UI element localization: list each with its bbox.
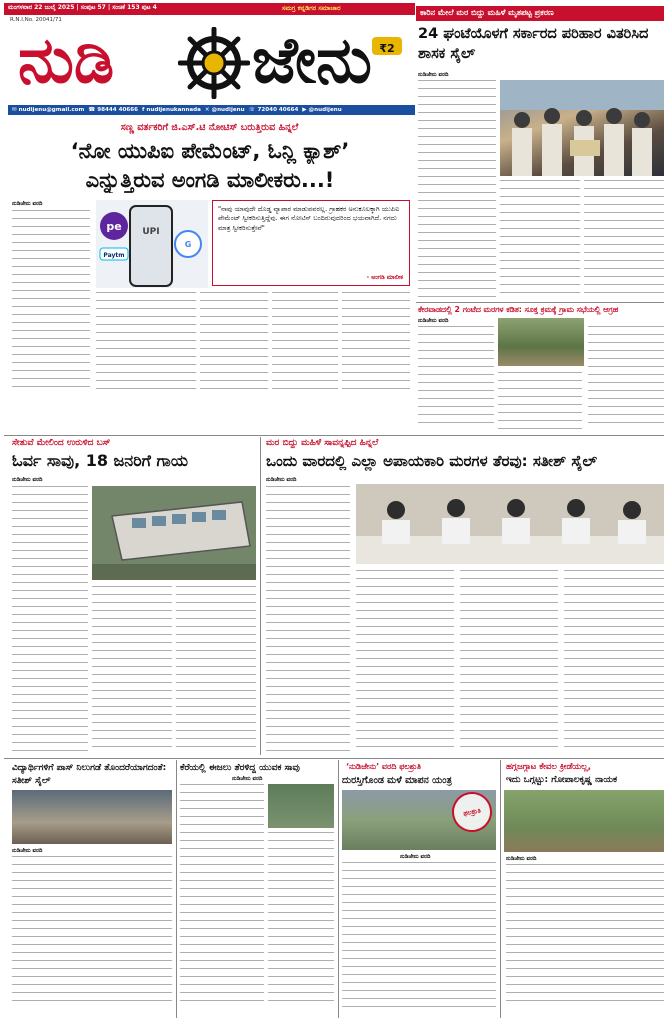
facebook-icon: f	[141, 107, 145, 113]
price-badge	[372, 37, 402, 55]
bottom-3-column	[342, 862, 496, 1008]
trees-column-3	[460, 570, 558, 754]
title-left: ನುಡಿ	[18, 24, 115, 98]
trees-column-1	[266, 486, 350, 754]
bottom-2-column-2	[268, 832, 334, 1008]
upi-phone-image	[96, 200, 208, 288]
divider	[260, 437, 261, 755]
lead-quote: "ನಾವು ಯಾವುದೇ ದೊಡ್ಡ ವ್ಯಾಪಾರ ಮಾಡುವವರಲ್ಲ. ಗ್ರಾಹಕರ ಅನುಕೂಲಕ್ಕಾಗಿ ಯುಪಿಐ ಪೇಮೆಂಟ್ ಸ್ವೀಕರಿಸುತ್ತಿದ್ದೆವು. ಈಗ ನೋಟಿಸ್ ಬಂದಿರುವುದರಿಂದ ಭಯವಾಗಿದೆ. ನಗದು ಮಾತ್ರ ಸ್ವೀಕರಿಸುತ್ತೇವೆ"	[218, 205, 400, 232]
lead-column-4	[272, 292, 338, 394]
right-top-photo	[500, 80, 664, 176]
bus-headline: ಓರ್ವ ಸಾವು, 18 ಜನರಿಗೆ ಗಾಯ	[12, 451, 188, 470]
bottom-1-column	[12, 856, 172, 1008]
tagline: ಸಮಗ್ರ ಕನ್ನಡಿಗರ ಸಮಾಚಾರ	[282, 4, 341, 12]
right-top-column-1	[418, 80, 496, 298]
right-top-headline: 24 ಘಂಟೆಯೊಳಗೆ ಸರ್ಕಾರದ ಪರಿಹಾರ ವಿತರಿಸಿದ ಶಾಸಕ ಸೈಲ್	[418, 26, 649, 62]
right-mid-photo	[498, 318, 584, 366]
contact-phone[interactable]: 98444 40666	[97, 107, 139, 113]
bottom-4-kicker: ಹಗ್ಗಜಗ್ಗಾಟ ಕೇವಲ ಕ್ರೀಡೆಯಲ್ಲ,	[506, 762, 591, 772]
x-icon: ✕	[204, 107, 210, 113]
bottom-2-byline: ನುಡಿಜೇನು ವರದಿ	[232, 776, 263, 782]
bottom-2-headline: ಕೆರೆಯಲ್ಲಿ ಈಜಲು ತೆರಳಿದ್ದ ಯುವಕ ಸಾವು	[180, 763, 300, 773]
divider	[416, 302, 664, 303]
regno: R.N.I.No. 20041/71	[10, 17, 62, 23]
right-mid-column-3	[588, 326, 664, 430]
contact-email[interactable]: nudijenu@gmail.com	[18, 107, 85, 113]
mail-icon: ✉	[12, 107, 17, 113]
lead-column-5	[342, 292, 410, 394]
right-mid-column-1	[418, 326, 494, 430]
lead-column-1	[12, 210, 90, 394]
lead-headline-2: ಎನ್ನುತ್ತಿರುವ ಅಂಗಡಿ ಮಾಲೀಕರು...!	[85, 168, 335, 192]
title-right: ಜೇನು	[252, 24, 372, 98]
bottom-4-byline: ನುಡಿಜೇನು ವರದಿ	[506, 856, 537, 862]
svg-text:G: G	[184, 240, 192, 249]
lead-kicker: ಸಣ್ಣ ವರ್ತಕರಿಗೆ ಜಿ.ಎಸ್‌.ಟಿ ನೋಟಿಸ್ ಬರುತ್ತಿರುವ ಹಿನ್ನಲೆ	[120, 122, 299, 133]
bottom-3-stamp-text: ಫಲಶ್ರುತಿ	[462, 806, 482, 818]
price: ₹2	[379, 42, 395, 55]
bus-column-2	[92, 586, 172, 754]
lead-headline-1: ‘ನೋ ಯುಪಿಐ ಪೇಮೆಂಟ್, ಓನ್ಲಿ ಕ್ಯಾಶ್’	[70, 139, 350, 163]
right-mid-byline: ನುಡಿಜೇನು ವರದಿ	[418, 318, 449, 324]
right-top-column-2	[500, 180, 580, 298]
bus-column-3	[176, 586, 256, 754]
lead-byline: ನುಡಿಜೇನು ವರದಿ	[12, 201, 43, 207]
trees-photo	[356, 484, 664, 564]
lead-quote-attribution: - ಅಂಗಡಿ ಮಾಲೀಕ	[366, 274, 403, 281]
trees-byline: ನುಡಿಜೇನು ವರದಿ	[266, 477, 297, 483]
ship-wheel-logo	[178, 27, 250, 99]
lead-column-2	[96, 292, 196, 394]
svg-text:pe: pe	[106, 220, 122, 233]
bottom-1-byline: ನುಡಿಜೇನು ವರದಿ	[12, 848, 43, 854]
bottom-1-headline: ವಿದ್ಯಾರ್ಥಿಗಳಿಗೆ ಪಾಸ್ ನಿಲುಗಡೆ ತೊಂದರೆಯಾಗದಂತೆ: ಸತೀಶ್ ಸೈಲ್	[12, 763, 167, 786]
masthead	[4, 3, 415, 116]
right-mid-headline: ಕೇರವಾಡದಲ್ಲಿ 2 ಗಂಟೆದ ಮರಗಳ ಕಡಿತ: ಸೂಕ್ತ ಕ್ರಮಕ್ಕೆ ಗ್ರಾಮ ಸಭೆಯಲ್ಲಿ ಆಗ್ರಹ	[418, 305, 619, 314]
divider	[4, 435, 664, 436]
contact-x[interactable]: @nudijenu	[211, 107, 245, 113]
youtube-icon: ▶	[302, 107, 307, 113]
contact-row	[12, 105, 415, 115]
bus-kicker: ಸೇತುವೆ ಮೇಲಿಂದ ಉರುಳಿದ ಬಸ್	[12, 438, 111, 448]
dateline: ಮಂಗಳವಾರ 22 ಜುಲೈ 2025 | ಸಂಪುಟ 57 | ಸಂಚಿಕೆ 153 ಪುಟ 4	[8, 4, 157, 11]
bottom-3-kicker: ‘ನುಡಿಜೇನು’ ವರದಿ ಫಲಶ್ರುತಿ	[346, 762, 422, 771]
lead-column-3	[200, 292, 268, 394]
trees-headline: ಒಂದು ವಾರದಲ್ಲಿ ಎಲ್ಲಾ ಅಪಾಯಕಾರಿ ಮರಗಳ ತೆರವು: ಸತೀಶ್ ಸೈಲ್	[266, 452, 598, 470]
whatsapp-icon: ☏	[248, 107, 256, 113]
divider	[4, 758, 664, 759]
right-top-kicker: ಕಾರಿನ ಮೇಲೆ ಮರ ಬಿದ್ದು ಮಹಿಳೆ ಮೃತಪಟ್ಟ ಪ್ರಕರಣ	[420, 8, 554, 17]
bottom-3-byline: ನುಡಿಜೇನು ವರದಿ	[400, 854, 431, 860]
svg-text:Paytm: Paytm	[103, 252, 125, 259]
svg-text:UPI: UPI	[142, 227, 160, 237]
lead-quote-box	[212, 200, 410, 286]
bottom-4-photo	[504, 790, 664, 852]
right-mid-column-2	[498, 372, 582, 430]
divider	[176, 760, 177, 1018]
bottom-3-headline: ದುರಸ್ತಿಗೊಂಡ ಮಳೆ ಮಾಪನ ಯಂತ್ರ	[342, 775, 452, 786]
bottom-4-column	[506, 864, 664, 1008]
contact-facebook[interactable]: nudijenukannada	[146, 107, 201, 113]
bus-byline: ನುಡಿಜೇನು ವರದಿ	[12, 477, 43, 483]
right-top-column-3	[584, 180, 664, 298]
trees-column-2	[356, 570, 454, 754]
contact-phone-2[interactable]: 72040 40664	[257, 107, 299, 113]
trees-kicker: ಮರ ಬಿದ್ದು ಮಹಿಳೆ ಸಾವನ್ನಪ್ಪಿದ ಹಿನ್ನಲೆ	[266, 438, 379, 448]
bus-photo	[92, 486, 256, 580]
trees-column-4	[564, 570, 664, 754]
bus-column-1	[12, 486, 88, 754]
right-top-byline: ನುಡಿಜೇನು ವರದಿ	[418, 72, 449, 78]
divider	[500, 760, 501, 1018]
contact-youtube[interactable]: @nudijenu	[308, 107, 342, 113]
divider	[338, 760, 339, 1018]
bottom-2-photo	[268, 784, 334, 828]
bottom-1-photo	[12, 790, 172, 844]
phone-icon: ☎	[88, 107, 96, 113]
bottom-2-column-1	[180, 784, 264, 1008]
bottom-4-headline: ಇದು ಒಗ್ಗಟ್ಟು: ಗೋಪಾಲಕೃಷ್ಣ ನಾಯಕ	[506, 775, 618, 785]
